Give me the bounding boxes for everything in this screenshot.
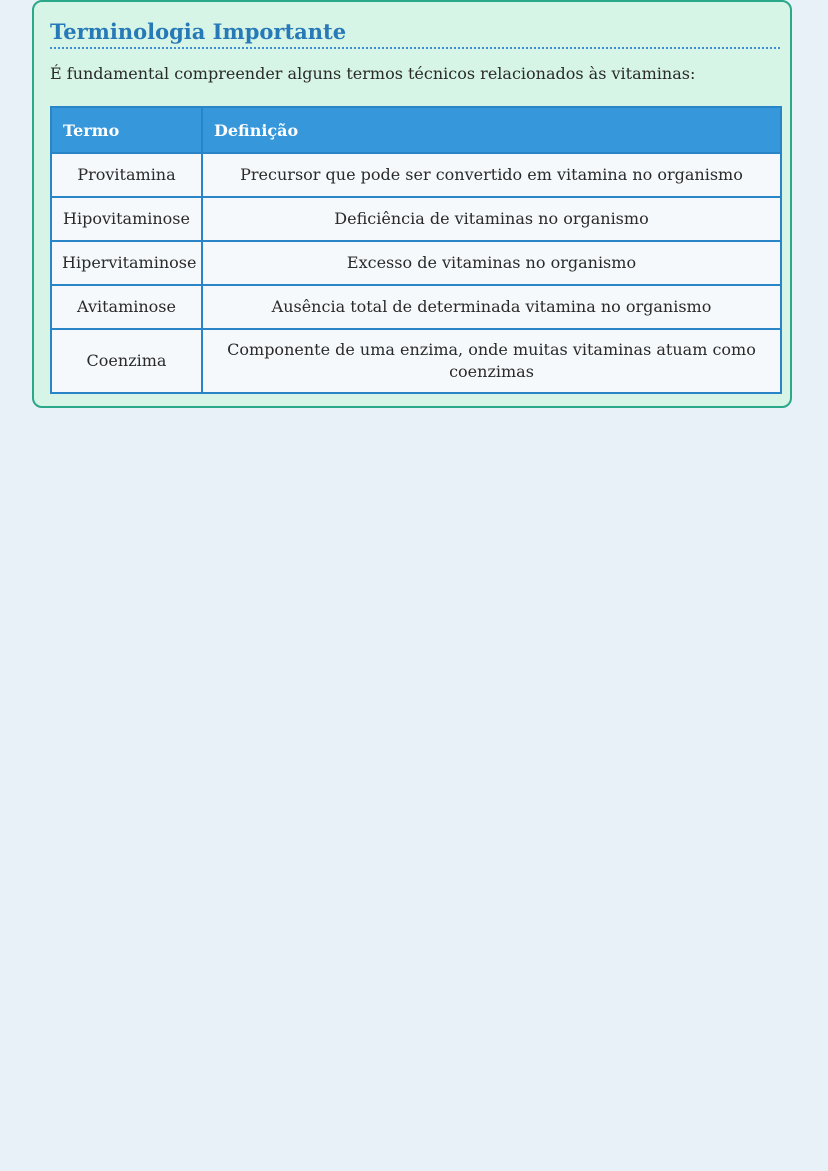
- section-title: Terminologia Importante: [50, 19, 347, 44]
- term-cell: Hipervitaminose: [51, 241, 202, 285]
- definition-cell: Componente de uma enzima, onde muitas vitaminas atuam como coenzimas: [202, 329, 781, 393]
- term-cell: Coenzima: [51, 329, 202, 393]
- table-row: [51, 153, 781, 197]
- table-row: [51, 197, 781, 241]
- title-divider: [50, 47, 780, 49]
- table-header-row: [51, 107, 781, 153]
- header-definition: Definição: [202, 107, 781, 153]
- term-cell: Provitamina: [51, 153, 202, 197]
- table-row: [51, 329, 781, 393]
- term-cell: Hipovitaminose: [51, 197, 202, 241]
- definition-cell: Precursor que pode ser convertido em vitamina no organismo: [202, 153, 781, 197]
- terminology-card: [32, 0, 792, 408]
- definition-cell: Ausência total de determinada vitamina no organismo: [202, 285, 781, 329]
- intro-text: É fundamental compreender alguns termos técnicos relacionados às vitaminas:: [50, 64, 696, 83]
- table-row: [51, 241, 781, 285]
- header-term: Termo: [51, 107, 202, 153]
- definition-cell: Deficiência de vitaminas no organismo: [202, 197, 781, 241]
- terminology-table: [50, 106, 782, 394]
- table-row: [51, 285, 781, 329]
- term-cell: Avitaminose: [51, 285, 202, 329]
- definition-cell: Excesso de vitaminas no organismo: [202, 241, 781, 285]
